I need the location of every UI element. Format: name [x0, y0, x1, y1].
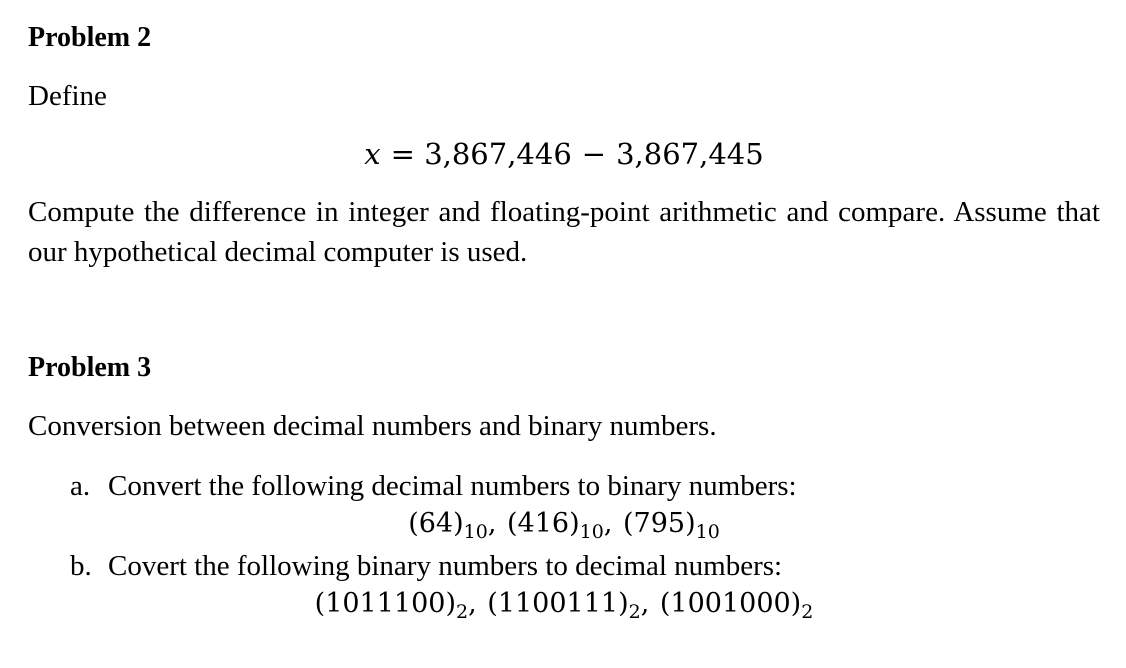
problem-2-text: Compute the difference in integer and floating-point arithmetic and compare. Assume that our hypothetical decimal computer is used.: [28, 196, 1100, 268]
problem-2-heading: Problem 2: [28, 22, 152, 53]
equation-equals: =: [390, 137, 415, 171]
binary-number: $(1001000)_2$: [659, 588, 814, 623]
equation-right-operand: 3,867,445: [616, 137, 764, 171]
list-marker-b: b.: [70, 550, 92, 582]
list-item-a-text: Convert the following decimal numbers to binary numbers:: [108, 470, 797, 502]
decimal-number: $(64)_{10}$: [408, 508, 488, 543]
problem-3-intro: Conversion between decimal numbers and binary numbers.: [28, 410, 717, 442]
document-page: [28, 0, 1100, 668]
difference-equation: [28, 134, 1100, 174]
decimal-number: $(416)_{10}$: [507, 508, 604, 543]
decimal-number: $(795)_{10}$: [623, 508, 720, 543]
list-marker-a: a.: [70, 470, 91, 502]
decimal-numbers-line: $(64)_{10}$, $(416)_{10}$, $(795)_{10}$: [408, 508, 720, 543]
equation-left-operand: 3,867,446: [424, 137, 572, 171]
equation-variable: x: [364, 137, 381, 171]
list-item-b: [70, 546, 782, 586]
binary-number: $(1100111)_2$: [487, 588, 641, 623]
list-item-b-text: Covert the following binary numbers to decimal numbers:: [108, 550, 783, 582]
equation-minus: −: [581, 137, 607, 171]
binary-number: $(1011100)_2$: [314, 588, 469, 623]
problem-3-heading: Problem 3: [28, 352, 152, 383]
binary-numbers-line: $(1011100)_2$, $(1100111)_2$, $(1001000)_2$: [314, 588, 814, 623]
define-text: Define: [28, 80, 107, 112]
list-item-a: [70, 466, 797, 506]
